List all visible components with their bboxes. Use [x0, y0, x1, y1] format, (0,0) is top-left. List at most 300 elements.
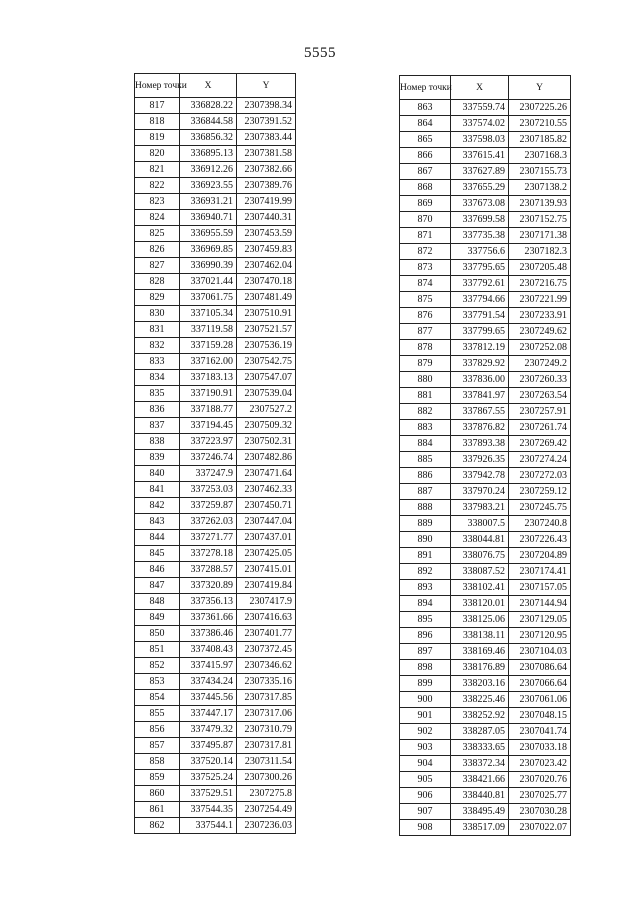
x-coordinate-cell: 337876.82 [451, 420, 509, 436]
y-coordinate-cell: 2307245.75 [509, 500, 571, 516]
point-number-cell: 891 [400, 548, 451, 564]
point-number-cell: 830 [135, 306, 180, 322]
x-coordinate-cell: 336923.55 [180, 178, 237, 194]
x-coordinate-cell: 337942.78 [451, 468, 509, 484]
x-coordinate-cell: 336955.59 [180, 226, 237, 242]
y-coordinate-cell: 2307450.71 [237, 498, 296, 514]
y-coordinate-cell: 2307398.34 [237, 98, 296, 114]
x-coordinate-cell: 337655.29 [451, 180, 509, 196]
x-coordinate-cell: 337119.58 [180, 322, 237, 338]
y-coordinate-cell: 2307471.64 [237, 466, 296, 482]
x-coordinate-cell: 337190.91 [180, 386, 237, 402]
y-coordinate-cell: 2307249.2 [509, 356, 571, 372]
y-coordinate-cell: 2307383.44 [237, 130, 296, 146]
table-row [135, 546, 296, 562]
x-coordinate-cell: 338372.34 [451, 756, 509, 772]
point-number-cell: 858 [135, 754, 180, 770]
table-row [135, 386, 296, 402]
table-row [400, 228, 571, 244]
table-row [400, 260, 571, 276]
x-coordinate-cell: 338517.09 [451, 820, 509, 836]
y-coordinate-cell: 2307391.52 [237, 114, 296, 130]
x-coordinate-cell: 337021.44 [180, 274, 237, 290]
coordinates-table-left [134, 73, 296, 834]
table-row [400, 404, 571, 420]
table-body-right [400, 100, 571, 836]
y-coordinate-cell: 2307269.42 [509, 436, 571, 452]
x-coordinate-cell: 337061.75 [180, 290, 237, 306]
table-row [135, 322, 296, 338]
point-number-cell: 857 [135, 738, 180, 754]
x-coordinate-cell: 338169.46 [451, 644, 509, 660]
x-coordinate-cell: 337799.65 [451, 324, 509, 340]
table-row [400, 500, 571, 516]
y-coordinate-cell: 2307416.63 [237, 610, 296, 626]
table-row [400, 468, 571, 484]
header-point-number: Номер точки [400, 76, 451, 100]
table-row [400, 308, 571, 324]
table-row [400, 276, 571, 292]
y-coordinate-cell: 2307254.49 [237, 802, 296, 818]
table-row [400, 740, 571, 756]
x-coordinate-cell: 336895.13 [180, 146, 237, 162]
y-coordinate-cell: 2307275.8 [237, 786, 296, 802]
table-row [400, 724, 571, 740]
table-row [400, 132, 571, 148]
x-coordinate-cell: 336844.58 [180, 114, 237, 130]
point-number-cell: 846 [135, 562, 180, 578]
y-coordinate-cell: 2307459.83 [237, 242, 296, 258]
x-coordinate-cell: 337320.89 [180, 578, 237, 594]
x-coordinate-cell: 337520.14 [180, 754, 237, 770]
point-number-cell: 818 [135, 114, 180, 130]
point-number-cell: 839 [135, 450, 180, 466]
x-coordinate-cell: 337544.1 [180, 818, 237, 834]
x-coordinate-cell: 336912.26 [180, 162, 237, 178]
y-coordinate-cell: 2307025.77 [509, 788, 571, 804]
y-coordinate-cell: 2307020.76 [509, 772, 571, 788]
table-row [400, 772, 571, 788]
table-row [400, 212, 571, 228]
x-coordinate-cell: 337699.58 [451, 212, 509, 228]
y-coordinate-cell: 2307311.54 [237, 754, 296, 770]
point-number-cell: 850 [135, 626, 180, 642]
point-number-cell: 848 [135, 594, 180, 610]
table-row [135, 658, 296, 674]
x-coordinate-cell: 338287.05 [451, 724, 509, 740]
page-number: 5555 [304, 45, 336, 61]
x-coordinate-cell: 337495.87 [180, 738, 237, 754]
point-number-cell: 859 [135, 770, 180, 786]
x-coordinate-cell: 337361.66 [180, 610, 237, 626]
x-coordinate-cell: 337271.77 [180, 530, 237, 546]
y-coordinate-cell: 2307482.86 [237, 450, 296, 466]
point-number-cell: 894 [400, 596, 451, 612]
x-coordinate-cell: 337841.97 [451, 388, 509, 404]
point-number-cell: 826 [135, 242, 180, 258]
y-coordinate-cell: 2307138.2 [509, 180, 571, 196]
y-coordinate-cell: 2307470.18 [237, 274, 296, 290]
x-coordinate-cell: 337829.92 [451, 356, 509, 372]
x-coordinate-cell: 337627.89 [451, 164, 509, 180]
table-row [400, 612, 571, 628]
x-coordinate-cell: 337983.21 [451, 500, 509, 516]
table-row [400, 244, 571, 260]
point-number-cell: 835 [135, 386, 180, 402]
x-coordinate-cell: 337529.51 [180, 786, 237, 802]
table-row [135, 626, 296, 642]
y-coordinate-cell: 2307462.04 [237, 258, 296, 274]
x-coordinate-cell: 337253.03 [180, 482, 237, 498]
point-number-cell: 898 [400, 660, 451, 676]
point-number-cell: 902 [400, 724, 451, 740]
table-row [135, 290, 296, 306]
x-coordinate-cell: 337288.57 [180, 562, 237, 578]
table-row [135, 370, 296, 386]
x-coordinate-cell: 337159.28 [180, 338, 237, 354]
x-coordinate-cell: 337795.65 [451, 260, 509, 276]
x-coordinate-cell: 337794.66 [451, 292, 509, 308]
x-coordinate-cell: 337544.35 [180, 802, 237, 818]
y-coordinate-cell: 2307204.89 [509, 548, 571, 564]
x-coordinate-cell: 337194.45 [180, 418, 237, 434]
point-number-cell: 833 [135, 354, 180, 370]
point-number-cell: 890 [400, 532, 451, 548]
y-coordinate-cell: 2307155.73 [509, 164, 571, 180]
point-number-cell: 844 [135, 530, 180, 546]
y-coordinate-cell: 2307168.3 [509, 148, 571, 164]
point-number-cell: 899 [400, 676, 451, 692]
point-number-cell: 906 [400, 788, 451, 804]
point-number-cell: 904 [400, 756, 451, 772]
x-coordinate-cell: 337812.19 [451, 340, 509, 356]
y-coordinate-cell: 2307182.3 [509, 244, 571, 260]
y-coordinate-cell: 2307274.24 [509, 452, 571, 468]
y-coordinate-cell: 2307120.95 [509, 628, 571, 644]
y-coordinate-cell: 2307030.28 [509, 804, 571, 820]
point-number-cell: 887 [400, 484, 451, 500]
y-coordinate-cell: 2307381.58 [237, 146, 296, 162]
point-number-cell: 868 [400, 180, 451, 196]
y-coordinate-cell: 2307041.74 [509, 724, 571, 740]
y-coordinate-cell: 2307447.04 [237, 514, 296, 530]
x-coordinate-cell: 337262.03 [180, 514, 237, 530]
y-coordinate-cell: 2307310.79 [237, 722, 296, 738]
y-coordinate-cell: 2307440.31 [237, 210, 296, 226]
y-coordinate-cell: 2307023.42 [509, 756, 571, 772]
table-row [135, 146, 296, 162]
table-row [400, 596, 571, 612]
point-number-cell: 860 [135, 786, 180, 802]
y-coordinate-cell: 2307249.62 [509, 324, 571, 340]
x-coordinate-cell: 337479.32 [180, 722, 237, 738]
y-coordinate-cell: 2307263.54 [509, 388, 571, 404]
x-coordinate-cell: 337415.97 [180, 658, 237, 674]
x-coordinate-cell: 337356.13 [180, 594, 237, 610]
table-row [400, 516, 571, 532]
table-row [135, 578, 296, 594]
table-row [135, 786, 296, 802]
y-coordinate-cell: 2307233.91 [509, 308, 571, 324]
table-row [400, 820, 571, 836]
table-row [135, 818, 296, 834]
x-coordinate-cell: 337598.03 [451, 132, 509, 148]
point-number-cell: 822 [135, 178, 180, 194]
x-coordinate-cell: 337188.77 [180, 402, 237, 418]
table-row [135, 722, 296, 738]
x-coordinate-cell: 337162.00 [180, 354, 237, 370]
y-coordinate-cell: 2307502.31 [237, 434, 296, 450]
y-coordinate-cell: 2307260.33 [509, 372, 571, 388]
table-row [135, 482, 296, 498]
point-number-cell: 829 [135, 290, 180, 306]
point-number-cell: 883 [400, 420, 451, 436]
x-coordinate-cell: 337893.38 [451, 436, 509, 452]
y-coordinate-cell: 2307252.08 [509, 340, 571, 356]
table-header-row [135, 74, 296, 98]
y-coordinate-cell: 2307536.19 [237, 338, 296, 354]
y-coordinate-cell: 2307317.06 [237, 706, 296, 722]
table-row [400, 532, 571, 548]
x-coordinate-cell: 337246.74 [180, 450, 237, 466]
table-row [400, 788, 571, 804]
y-coordinate-cell: 2307389.76 [237, 178, 296, 194]
header-y: Y [237, 74, 296, 98]
x-coordinate-cell: 336931.21 [180, 194, 237, 210]
y-coordinate-cell: 2307061.06 [509, 692, 571, 708]
table-row [400, 660, 571, 676]
table-row [135, 114, 296, 130]
table-row [400, 164, 571, 180]
point-number-cell: 892 [400, 564, 451, 580]
x-coordinate-cell: 337278.18 [180, 546, 237, 562]
point-number-cell: 819 [135, 130, 180, 146]
table-row [135, 258, 296, 274]
y-coordinate-cell: 2307152.75 [509, 212, 571, 228]
x-coordinate-cell: 337756.6 [451, 244, 509, 260]
y-coordinate-cell: 2307401.77 [237, 626, 296, 642]
header-point-number: Номер точки [135, 74, 180, 98]
point-number-cell: 854 [135, 690, 180, 706]
x-coordinate-cell: 336856.32 [180, 130, 237, 146]
x-coordinate-cell: 338495.49 [451, 804, 509, 820]
table-row [400, 452, 571, 468]
x-coordinate-cell: 337183.13 [180, 370, 237, 386]
y-coordinate-cell: 2307139.93 [509, 196, 571, 212]
x-coordinate-cell: 338203.16 [451, 676, 509, 692]
point-number-cell: 837 [135, 418, 180, 434]
point-number-cell: 841 [135, 482, 180, 498]
point-number-cell: 896 [400, 628, 451, 644]
table-row [135, 562, 296, 578]
point-number-cell: 838 [135, 434, 180, 450]
x-coordinate-cell: 336990.39 [180, 258, 237, 274]
table-row [135, 594, 296, 610]
table-row [135, 434, 296, 450]
table-body-left [135, 98, 296, 834]
table-row [135, 802, 296, 818]
table-row [135, 738, 296, 754]
y-coordinate-cell: 2307157.05 [509, 580, 571, 596]
table-row [400, 436, 571, 452]
x-coordinate-cell: 338440.81 [451, 788, 509, 804]
point-number-cell: 852 [135, 658, 180, 674]
x-coordinate-cell: 337386.46 [180, 626, 237, 642]
y-coordinate-cell: 2307171.38 [509, 228, 571, 244]
y-coordinate-cell: 2307104.03 [509, 644, 571, 660]
table-row [135, 754, 296, 770]
table-row [135, 610, 296, 626]
table-row [135, 226, 296, 242]
x-coordinate-cell: 337673.08 [451, 196, 509, 212]
y-coordinate-cell: 2307240.8 [509, 516, 571, 532]
y-coordinate-cell: 2307210.55 [509, 116, 571, 132]
table-row [400, 580, 571, 596]
x-coordinate-cell: 337735.38 [451, 228, 509, 244]
table-row [400, 196, 571, 212]
table-row [400, 548, 571, 564]
y-coordinate-cell: 2307226.43 [509, 532, 571, 548]
point-number-cell: 865 [400, 132, 451, 148]
table-row [400, 628, 571, 644]
x-coordinate-cell: 338044.81 [451, 532, 509, 548]
table-row [400, 692, 571, 708]
x-coordinate-cell: 338007.5 [451, 516, 509, 532]
y-coordinate-cell: 2307300.26 [237, 770, 296, 786]
y-coordinate-cell: 2307542.75 [237, 354, 296, 370]
point-number-cell: 885 [400, 452, 451, 468]
x-coordinate-cell: 337574.02 [451, 116, 509, 132]
y-coordinate-cell: 2307419.84 [237, 578, 296, 594]
x-coordinate-cell: 336940.71 [180, 210, 237, 226]
table-row [135, 354, 296, 370]
y-coordinate-cell: 2307048.15 [509, 708, 571, 724]
point-number-cell: 828 [135, 274, 180, 290]
point-number-cell: 876 [400, 308, 451, 324]
table-row [135, 642, 296, 658]
table-row [135, 98, 296, 114]
table-row [135, 130, 296, 146]
y-coordinate-cell: 2307086.64 [509, 660, 571, 676]
table-row [400, 100, 571, 116]
table-row [400, 356, 571, 372]
point-number-cell: 881 [400, 388, 451, 404]
table-row [400, 292, 571, 308]
table-row [135, 338, 296, 354]
table-row [135, 530, 296, 546]
table-row [400, 804, 571, 820]
x-coordinate-cell: 338087.52 [451, 564, 509, 580]
table-row [400, 340, 571, 356]
table-row [135, 498, 296, 514]
y-coordinate-cell: 2307539.04 [237, 386, 296, 402]
point-number-cell: 825 [135, 226, 180, 242]
x-coordinate-cell: 337525.24 [180, 770, 237, 786]
point-number-cell: 849 [135, 610, 180, 626]
y-coordinate-cell: 2307417.9 [237, 594, 296, 610]
point-number-cell: 832 [135, 338, 180, 354]
header-x: X [451, 76, 509, 100]
point-number-cell: 847 [135, 578, 180, 594]
point-number-cell: 823 [135, 194, 180, 210]
table-row [135, 706, 296, 722]
x-coordinate-cell: 337223.97 [180, 434, 237, 450]
y-coordinate-cell: 2307372.45 [237, 642, 296, 658]
point-number-cell: 861 [135, 802, 180, 818]
point-number-cell: 886 [400, 468, 451, 484]
point-number-cell: 827 [135, 258, 180, 274]
y-coordinate-cell: 2307335.16 [237, 674, 296, 690]
y-coordinate-cell: 2307257.91 [509, 404, 571, 420]
point-number-cell: 842 [135, 498, 180, 514]
table-row [400, 564, 571, 580]
point-number-cell: 871 [400, 228, 451, 244]
point-number-cell: 870 [400, 212, 451, 228]
x-coordinate-cell: 337926.35 [451, 452, 509, 468]
point-number-cell: 907 [400, 804, 451, 820]
y-coordinate-cell: 2307509.32 [237, 418, 296, 434]
y-coordinate-cell: 2307144.94 [509, 596, 571, 612]
point-number-cell: 855 [135, 706, 180, 722]
table-row [135, 242, 296, 258]
table-row [135, 306, 296, 322]
y-coordinate-cell: 2307066.64 [509, 676, 571, 692]
point-number-cell: 893 [400, 580, 451, 596]
point-number-cell: 905 [400, 772, 451, 788]
y-coordinate-cell: 2307437.01 [237, 530, 296, 546]
point-number-cell: 889 [400, 516, 451, 532]
y-coordinate-cell: 2307453.59 [237, 226, 296, 242]
table-row [135, 770, 296, 786]
x-coordinate-cell: 337970.24 [451, 484, 509, 500]
table-row [400, 420, 571, 436]
y-coordinate-cell: 2307382.66 [237, 162, 296, 178]
table-row [400, 148, 571, 164]
x-coordinate-cell: 337615.41 [451, 148, 509, 164]
table-row [135, 418, 296, 434]
point-number-cell: 895 [400, 612, 451, 628]
point-number-cell: 882 [400, 404, 451, 420]
point-number-cell: 908 [400, 820, 451, 836]
table-row [135, 690, 296, 706]
point-number-cell: 845 [135, 546, 180, 562]
x-coordinate-cell: 338252.92 [451, 708, 509, 724]
y-coordinate-cell: 2307317.81 [237, 738, 296, 754]
point-number-cell: 903 [400, 740, 451, 756]
y-coordinate-cell: 2307527.2 [237, 402, 296, 418]
x-coordinate-cell: 338125.06 [451, 612, 509, 628]
y-coordinate-cell: 2307481.49 [237, 290, 296, 306]
y-coordinate-cell: 2307033.18 [509, 740, 571, 756]
table-row [135, 466, 296, 482]
x-coordinate-cell: 338333.65 [451, 740, 509, 756]
point-number-cell: 897 [400, 644, 451, 660]
x-coordinate-cell: 337105.34 [180, 306, 237, 322]
point-number-cell: 884 [400, 436, 451, 452]
point-number-cell: 820 [135, 146, 180, 162]
point-number-cell: 851 [135, 642, 180, 658]
header-x: X [180, 74, 237, 98]
x-coordinate-cell: 338225.46 [451, 692, 509, 708]
x-coordinate-cell: 337791.54 [451, 308, 509, 324]
table-row [400, 484, 571, 500]
table-header-row [400, 76, 571, 100]
y-coordinate-cell: 2307510.91 [237, 306, 296, 322]
table-row [400, 372, 571, 388]
x-coordinate-cell: 337836.00 [451, 372, 509, 388]
table-row [400, 116, 571, 132]
x-coordinate-cell: 338120.01 [451, 596, 509, 612]
